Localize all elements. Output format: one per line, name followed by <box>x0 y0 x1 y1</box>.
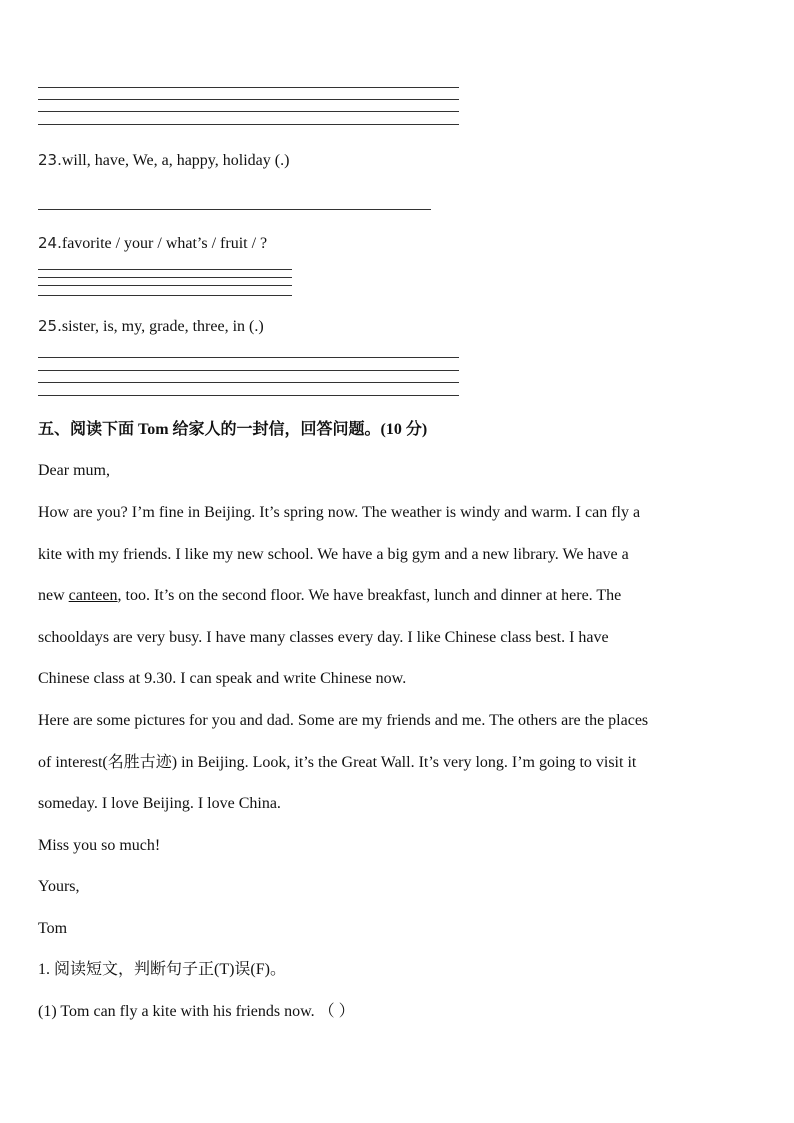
answer-line <box>38 87 459 88</box>
answer-line <box>38 382 459 383</box>
letter-signature: Tom <box>38 920 68 937</box>
question-text: sister, is, my, grade, three, in (.) <box>61 318 264 335</box>
answer-line <box>38 370 459 371</box>
question-text: favorite / your / what’s / fruit / ? <box>61 235 268 252</box>
question-25 <box>38 316 264 337</box>
letter-greeting: Dear mum, <box>38 462 110 479</box>
question-number: 23. <box>38 151 62 169</box>
letter-closing: Yours, <box>38 878 80 895</box>
letter-line: kite with my friends. I like my new school. We have a big gym and a new library. We have a <box>38 546 629 563</box>
letter-line: schooldays are very busy. I have many classes every day. I like Chinese class best. I have <box>38 629 609 646</box>
question-text: will, have, We, a, happy, holiday (.) <box>61 152 290 169</box>
answer-line <box>38 285 292 286</box>
answer-line <box>38 99 459 100</box>
answer-line <box>38 395 459 396</box>
letter-line: Here are some pictures for you and dad. Some are my friends and me. The others are the places <box>38 712 649 729</box>
answer-line <box>38 111 459 112</box>
answer-line <box>38 124 459 125</box>
answer-line <box>38 269 292 270</box>
question-23 <box>38 150 289 171</box>
letter-text: new <box>38 587 69 604</box>
section-title: 五、阅读下面 Tom 给家人的一封信，回答问题。(10 分) <box>38 421 428 438</box>
answer-line <box>38 357 459 358</box>
question-number: 24. <box>38 234 62 252</box>
letter-line: Chinese class at 9.30. I can speak and write Chinese now. <box>38 670 407 687</box>
letter-line <box>38 586 621 606</box>
task-item: (1) Tom can fly a kite with his friends now. （ ） <box>38 1003 355 1020</box>
letter-line: How are you? I’m fine in Beijing. It’s spring now. The weather is windy and warm. I can fly a <box>38 504 641 521</box>
answer-line <box>38 277 292 278</box>
task-instruction: 1. 阅读短文，判断句子正(T)误(F)。 <box>38 961 286 978</box>
underlined-word: canteen <box>68 587 118 604</box>
answer-line <box>38 295 292 296</box>
letter-line: someday. I love Beijing. I love China. <box>38 795 281 812</box>
letter-text: , too. It’s on the second floor. We have breakfast, lunch and dinner at here. The <box>117 587 622 604</box>
letter-closing: Miss you so much! <box>38 837 161 854</box>
letter-line: of interest(名胜古迹) in Beijing. Look, it’s the Great Wall. It’s very long. I’m going to visit it <box>38 754 637 771</box>
question-24 <box>38 233 267 254</box>
question-number: 25. <box>38 317 62 335</box>
answer-line <box>38 209 431 210</box>
